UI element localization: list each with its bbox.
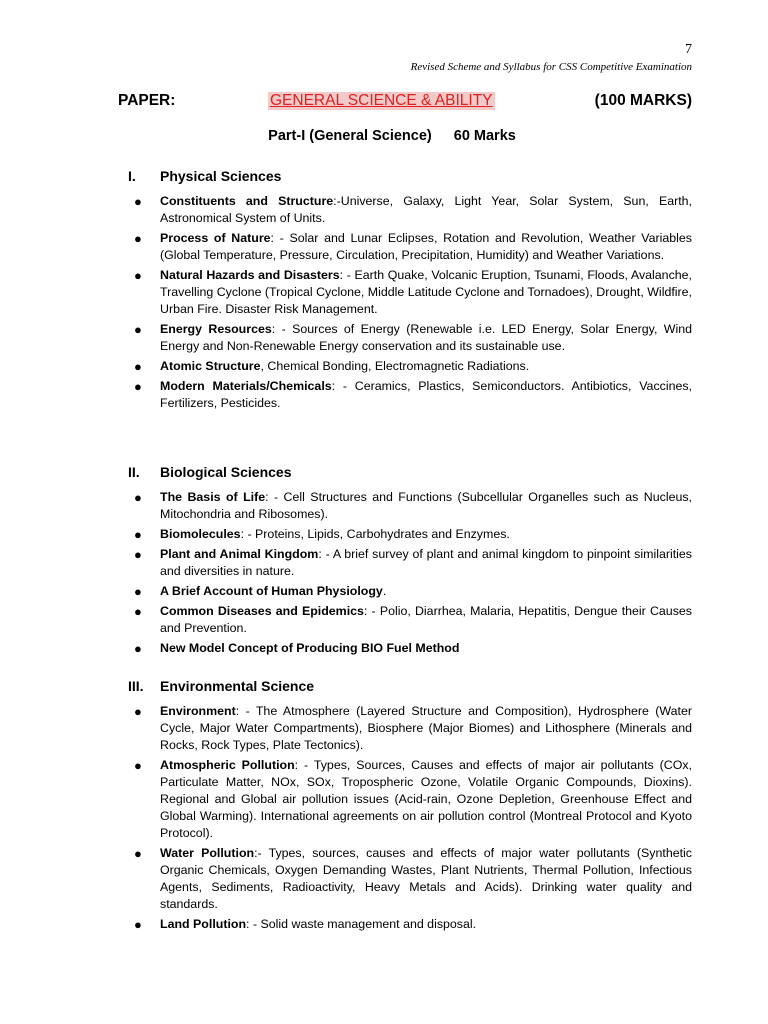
list-item — [0, 267, 692, 318]
topic-list — [0, 703, 768, 933]
topic-term: Common Diseases and Epidemics — [160, 604, 364, 618]
topic-term: Atomic Structure — [160, 359, 261, 373]
topic-text: : - Types, Sources, Causes and effects of major air pollutants (COx, Particulate Matter, NOx, SOx, Tropospheric Ozone, Volatile Organic Compounds, Dioxins). Regional and Global air pollution issues (Acid-rain, Ozone Depletion, Greenhouse Effect and Global Warming). International agreements on air pollution control (Montreal Protocol and Kyoto Protocol). — [160, 758, 692, 840]
bullet-icon: ● — [134, 604, 142, 619]
topic-term: Natural Hazards and Disasters — [160, 268, 340, 282]
running-head: Revised Scheme and Syllabus for CSS Competitive Examination — [410, 61, 692, 73]
page-number: 7 — [685, 42, 692, 57]
topic-text: :-Universe, Galaxy, Light Year, Solar System, Sun, Earth, Astronomical System of Units. — [160, 194, 692, 225]
part-heading — [0, 128, 768, 144]
list-item — [0, 378, 692, 412]
topic-term: Constituents and Structure — [160, 194, 334, 208]
topic-text: : - Solar and Lunar Eclipses, Rotation and Revolution, Weather Variables (Global Temperature, Pressure, Circulation, Precipitation, Humidity) and Weather Variations. — [160, 231, 692, 262]
bullet-icon: ● — [134, 641, 142, 656]
topic-term: Energy Resources — [160, 322, 272, 336]
section-number: I. — [128, 168, 136, 184]
paper-label: PAPER: — [118, 92, 176, 109]
topic-term: New Model Concept of Producing BIO Fuel Method — [160, 641, 460, 655]
list-item — [0, 321, 692, 355]
section-title: Biological Sciences — [160, 464, 292, 480]
topic-term: Environment — [160, 704, 236, 718]
topic-text: : - A brief survey of plant and animal kingdom to pinpoint similarities and diversities in nature. — [160, 547, 692, 578]
topic-list — [0, 193, 768, 412]
list-item — [0, 583, 692, 600]
list-item — [0, 193, 692, 227]
topic-text: :- Types, sources, causes and effects of major water pollutants (Synthetic Organic Chemicals, Oxygen Demanding Wastes, Plant Nutrients, Thermal Pollution, Infectious Agents, Sediments, Radioactivity, Heavy Metals and Acids). Drinking water quality and standards. — [160, 846, 692, 911]
topic-term: Land Pollution — [160, 917, 247, 931]
bullet-icon: ● — [134, 527, 142, 542]
topic-term: Water Pollution — [160, 846, 255, 860]
topic-term: Process of Nature — [160, 231, 271, 245]
section-biological-sciences — [0, 464, 768, 660]
bullet-icon: ● — [134, 322, 142, 337]
section-physical-sciences — [0, 168, 768, 415]
list-item — [0, 916, 692, 933]
bullet-icon: ● — [134, 704, 142, 719]
bullet-icon: ● — [134, 490, 142, 505]
topic-term: Atmospheric Pollution — [160, 758, 295, 772]
topic-text: : - Proteins, Lipids, Carbohydrates and Enzymes. — [240, 527, 510, 541]
paper-title-line — [118, 92, 692, 112]
topic-text: , Chemical Bonding, Electromagnetic Radiations. — [260, 359, 530, 373]
bullet-icon: ● — [134, 846, 142, 861]
section-title: Environmental Science — [160, 678, 315, 694]
bullet-icon: ● — [134, 359, 142, 374]
topic-text: : - Sources of Energy (Renewable i.e. LED Energy, Solar Energy, Wind Energy and Non-Renewable Energy conservation and its sustainable use. — [160, 322, 692, 353]
part-marks: 60 Marks — [453, 128, 516, 144]
section-title: Physical Sciences — [160, 168, 282, 184]
topic-text: : - Ceramics, Plastics, Semiconductors. Antibiotics, Vaccines, Fertilizers, Pesticides. — [160, 379, 693, 410]
list-item — [0, 703, 692, 754]
paper-marks: (100 MARKS) — [594, 92, 692, 109]
topic-text: : - Solid waste management and disposal. — [246, 917, 477, 931]
section-number: III. — [128, 678, 144, 694]
section-heading — [0, 464, 768, 484]
topic-text: : - Polio, Diarrhea, Malaria, Hepatitis, Dengue their Causes and Prevention. — [160, 604, 692, 635]
section-number: II. — [128, 464, 140, 480]
bullet-icon: ● — [134, 547, 142, 562]
topic-term: Biomolecules — [160, 527, 241, 541]
list-item — [0, 603, 692, 637]
topic-term: A Brief Account of Human Physiology — [160, 584, 383, 598]
list-item — [0, 230, 692, 264]
section-environmental-science — [0, 678, 768, 936]
bullet-icon: ● — [134, 379, 142, 394]
list-item — [0, 845, 692, 913]
topic-text: : - Cell Structures and Functions (Subcellular Organelles such as Nucleus, Mitochondria and Ribosomes). — [160, 490, 692, 521]
topic-text: : - Earth Quake, Volcanic Eruption, Tsunami, Floods, Avalanche, Travelling Cyclone (Tropical Cyclone, Middle Latitude Cyclone and Tornadoes), Drought, Wildfire, Urban Fire. Disaster Risk Management. — [160, 268, 692, 316]
bullet-icon: ● — [134, 231, 142, 246]
part-title: Part-I (General Science) — [268, 128, 432, 144]
topic-term: Modern Materials/Chemicals — [160, 379, 332, 393]
topic-term: Plant and Animal Kingdom — [160, 547, 319, 561]
list-item — [0, 757, 692, 842]
topic-list — [0, 489, 768, 657]
bullet-icon: ● — [134, 194, 142, 209]
topic-text: . — [382, 584, 387, 598]
bullet-icon: ● — [134, 917, 142, 932]
paper-subject: GENERAL SCIENCE & ABILITY — [270, 92, 493, 109]
list-item — [0, 546, 692, 580]
section-heading — [0, 168, 768, 188]
list-item — [0, 526, 692, 543]
list-item — [0, 358, 692, 375]
topic-term: The Basis of Life — [160, 490, 266, 504]
section-heading — [0, 678, 768, 698]
list-item — [0, 489, 692, 523]
list-item — [0, 640, 692, 657]
bullet-icon: ● — [134, 268, 142, 283]
bullet-icon: ● — [134, 758, 142, 773]
bullet-icon: ● — [134, 584, 142, 599]
topic-text: : - The Atmosphere (Layered Structure and Composition), Hydrosphere (Water Cycle, Major Water Compartments), Biosphere (Major Biomes) and Lithosphere (Minerals and Rocks, Rock Types, Plate Tectonics). — [160, 704, 692, 752]
